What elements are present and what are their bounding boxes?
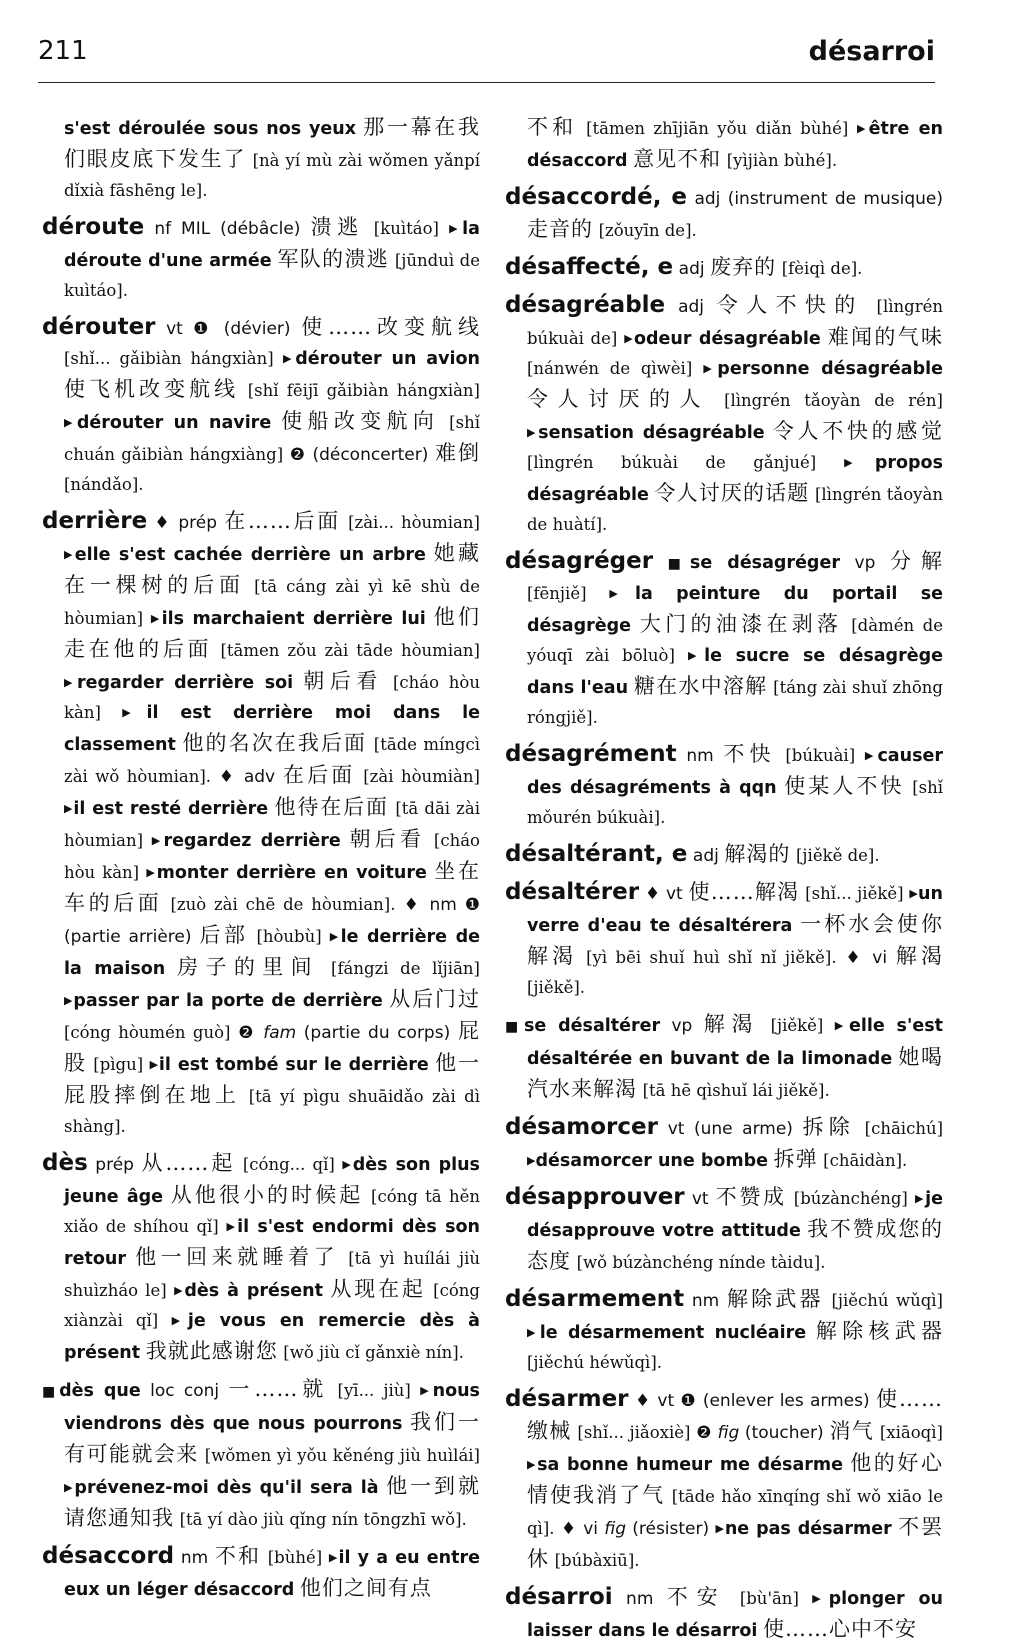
right-entry-8: ■se désaltérer vp 解渴 [jiěkě] ▶elle s'est désaltérée en buvant de la limonade 她喝汽水来解渴 [tā hē qìshuǐ lái jiěkě]. xyxy=(505,1012,943,1101)
right-entry-7: désaltérer ♦ vt 使……解渴 [shǐ... jiěkě] ▶un verre d'eau te désaltérera 一杯水会使你解渴 [yì bēi shuǐ huì shǐ nǐ jiěkě]. ♦ vi 解渴 [jiěkě]. xyxy=(505,879,943,997)
right-entry-6: désaltérant, e adj 解渴的 [jiěkě de]. xyxy=(505,841,880,867)
left-entry-4: dès prép 从……起 [cóng... qǐ] ▶dès son plus jeune âge 从他很小的时候起 [cóng tā hěn xiǎo de shíhou qǐ] ▶il s'est endormi dès son retour 他一回来就睡着了 [tā yì huílái jiù shuìzháo le] ▶dès à présent 从现在起 [cóng xiànzài qǐ] ▶je vous en remercie dès à présent 我就此感谢您 [wǒ jiù cǐ gǎnxiè nín]. xyxy=(42,1150,480,1363)
right-entry-9: désamorcer vt (une arme) 拆除 [chāichú] ▶désamorcer une bombe 拆弹 [chāidàn]. xyxy=(505,1114,944,1171)
right-column xyxy=(505,112,943,1652)
left-entry-5: ■dès que loc conj 一……就 [yī... jiù] ▶nous viendrons dès que nous pourrons 我们一有可能就会来 [wǒmen yì yǒu kěnéng jiù huìlái] ▶prévenez-moi dès qu'il sera là 他一到就请您通知我 [tā yí dào jiù qǐng nín tōngzhī wǒ]. xyxy=(42,1377,480,1530)
left-entry-6: désaccord nm 不和 [bùhé] ▶il y a eu entre eux un léger désaccord 他们之间有点 xyxy=(42,1543,480,1600)
left-entry-3: derrière ♦ prép 在……后面 [zài... hòumian] ▶elle s'est cachée derrière un arbre 她藏在一棵树的后面 [tā cáng zài yì kē shù de hòumian] ▶ils marchaient derrière lui 他们走在他的后面 [tāmen zǒu zài tāde hòumian] ▶regarder derrière soi 朝后看 [cháo hòu kàn] ▶il est derrière moi dans le classement 他的名次在我后面 [tāde míngcì zài wǒ hòumian]. ♦ adv 在后面 [zài hòumiàn] ▶il est resté derrière 他待在后面 [tā dāi zài hòumian] ▶regardez derrière 朝后看 [cháo hòu kàn] ▶monter derrière en voiture 坐在车的后面 [zuò zài chē de hòumian]. ♦ nm ❶ (partie arrière) 后部 [hòubù] ▶le derrière de la maison 房子的里间 [fángzi de lǐjiān] ▶passer par la porte de derrière 从后门过 [cóng hòumén guò] ❷ fam (partie du corps) 屁股 [pìgu] ▶il est tombé sur le derrière 他一屁股摔倒在地上 [tā yí pìgu shuāidǎo zài dì shàng]. xyxy=(42,508,480,1136)
right-entry-10: désapprouver vt 不赞成 [búzànchéng] ▶je désapprouve votre attitude 我不赞成您的态度 [wǒ búzànchéng nínde tàidu]. xyxy=(505,1184,943,1273)
left-entry-0: s'est déroulée sous nos yeux 那一幕在我们眼皮底下发生了 [nà yí mù zài wǒmen yǎnpí dǐxià fāshēng le]. xyxy=(64,115,480,200)
left-column xyxy=(42,112,480,1611)
page-number: 211 xyxy=(38,36,88,66)
right-entry-12: désarmer ♦ vt ❶ (enlever les armes) 使……缴械 [shǐ... jiǎoxiè] ❷ fig (toucher) 消气 [xiāoqì] ▶sa bonne humeur me désarme 他的好心情使我消了气 [tāde hǎo xīnqíng shǐ wǒ xiāo le qì]. ♦ vi fig (résister) ▶ne pas désarmer 不罢休 [búbàxiū]. xyxy=(505,1386,944,1571)
right-entry-11: désarmement nm 解除武器 [jiěchú wǔqì] ▶le désarmement nucléaire 解除核武器 [jiěchú héwǔqì]. xyxy=(505,1286,943,1372)
right-entry-2: désaffecté, e adj 废弃的 [fèiqì de]. xyxy=(505,254,863,280)
right-entry-3: désagréable adj 令人不快的 [lìngrén búkuài de] ▶odeur désagréable 难闻的气味 [nánwén de qìwèi] ▶personne désagréable 令人讨厌的人 [lìngrén tǎoyàn de rén] ▶sensation désagréable 令人不快的感觉 [lìngrén búkuài de gǎnjué] ▶propos désagréable 令人讨厌的话题 [lìngrén tǎoyàn de huàtí]. xyxy=(505,292,944,534)
right-entry-13: désarroi nm 不安 [bù'ān] ▶plonger ou laisser dans le désarroi 使……心中不安 xyxy=(505,1584,943,1641)
header-rule xyxy=(38,82,935,83)
guide-word: désarroi xyxy=(808,36,935,67)
right-entry-5: désagrément nm 不快 [búkuài] ▶causer des désagréments à qqn 使某人不快 [shǐ mǒurén búkuài]. xyxy=(505,741,943,827)
left-entry-2: dérouter vt ❶ (dévier) 使……改变航线 [shǐ... gǎibiàn hángxiàn] ▶dérouter un avion 使飞机改变航线 [shǐ fēijī gǎibiàn hángxiàn] ▶dérouter un navire 使船改变航向 [shǐ chuán gǎibiàn hángxiàng] ❷ (déconcerter) 难倒 [nándǎo]. xyxy=(42,314,480,494)
right-entry-0: 不和 [tāmen zhījiān yǒu diǎn bùhé] ▶être en désaccord 意见不和 [yìjiàn bùhé]. xyxy=(527,115,943,171)
right-entry-1: désaccordé, e adj (instrument de musique) 走音的 [zǒuyīn de]. xyxy=(505,184,943,241)
right-entry-4: désagréger ■se désagréger vp 分解 [fēnjiě] ▶la peinture du portail se désagrège 大门的油漆在剥落 [dàmén de yóuqī zài bōluò] ▶le sucre se désagrège dans l'eau 糖在水中溶解 [táng zài shuǐ zhōng róngjiě]. xyxy=(505,548,943,727)
left-entry-1: déroute nf MIL (débâcle) 溃逃 [kuìtáo] ▶la déroute d'une armée 军队的溃逃 [jūnduì de kuìtáo]. xyxy=(42,214,480,300)
page-header xyxy=(38,36,935,80)
